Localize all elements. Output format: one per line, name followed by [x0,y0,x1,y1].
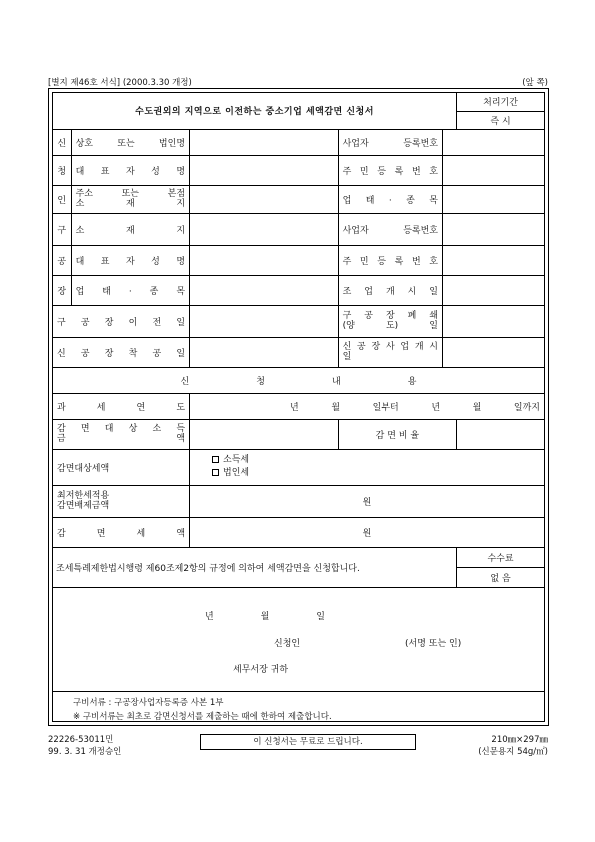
income-amount-label [53,419,190,449]
processing-period-label: 처리기간 [457,93,544,111]
new-open-field[interactable] [443,337,545,367]
old-factory-side-1: 구 [53,213,71,245]
fee-label: 수수료 [457,547,544,567]
paper-type: (신문용지 54g/㎡) [478,747,548,757]
business-type2-field[interactable] [190,275,339,305]
move-date-field[interactable] [190,305,339,337]
ratio-label: 감 면 비 율 [338,419,456,449]
form-title: 수도권외의 지역으로 이전하는 중소기업 세액감면 신청서 [53,93,457,129]
address-label-line2: 소 재 지 [75,199,186,209]
biz-reg-no-field[interactable] [443,129,545,155]
date-year: 년 [205,612,214,622]
move-date-label: 구 공 장 이 전 일 [53,305,190,337]
new-open-label-line2: 일 [342,352,352,362]
closure-date-label-line1: 구 공 장 폐 쇄 [342,311,438,321]
approval-date: 99. 3. 31 개정승인 [48,747,122,757]
address-label [71,185,189,213]
form-footer [48,734,548,764]
form-code: 22226-53011민 [48,735,114,745]
paper-size: 210㎜×297㎜ [491,735,548,745]
tax-items-field [190,449,544,485]
tax-items-label: 감면대상세액 [53,449,190,485]
closure-date-label [338,305,442,337]
tax-year-to-year: 년 [431,402,441,413]
tax-year-to-day: 일까지 [513,402,540,413]
resident-no-label: 주 민 등 록 번 호 [338,155,442,185]
section-title [53,367,544,393]
opening-date-label: 조 업 개 시 일 [338,275,442,305]
application-table [53,93,544,588]
biz-reg-no-label: 사업자 등록번호 [338,129,442,155]
biz-reg-no2-label: 사업자 등록번호 [338,213,442,245]
income-amount-field[interactable] [190,419,339,449]
footer-right [478,734,548,758]
tax-year-field[interactable] [190,393,544,419]
reduction-amount-field[interactable] [190,517,544,547]
biz-reg-no2-field[interactable] [443,213,545,245]
income-tax-label: 소득세 [223,455,250,465]
form-number: [별지 제46호 서식] (2000.3.30 개정) [48,78,192,88]
fee-value: 없 음 [457,567,544,587]
attachment-section [53,691,544,724]
new-open-label-line1: 신 공 장 사 업 개 시 [342,342,438,352]
business-type2-label: 업 태 · 종 목 [71,275,189,305]
section-title-text: 신 청 내 용 [180,376,417,387]
location-label: 소 재 지 [71,213,189,245]
attachment-note: ※ 구비서류는 최초로 감면신청서를 제출하는 때에 한하여 제출합니다. [73,712,332,722]
address-field[interactable] [190,185,339,213]
date-day: 일 [316,612,325,622]
representative2-field[interactable] [190,245,339,275]
signature-label[interactable]: (서명 또는 인) [405,639,462,649]
minimum-tax-label [53,485,190,517]
form-header [48,76,548,88]
resident-no2-field[interactable] [443,245,545,275]
income-amount-label-line1: 감 면 대 상 소 득 [57,424,186,434]
minimum-tax-label-line1: 최저한세적용 [57,491,110,501]
corp-tax-label: 법인세 [223,468,250,478]
closure-date-field[interactable] [443,305,545,337]
business-type-field[interactable] [443,185,545,213]
representative-field[interactable] [190,155,339,185]
page-side: (앞 쪽) [522,78,548,88]
applicant-label: 신청인 [274,639,301,649]
business-type-label: 업 태 · 종 목 [338,185,442,213]
new-start-label: 신 공 장 착 공 일 [53,337,190,367]
income-tax-checkbox[interactable] [212,456,219,463]
old-factory-side-2: 공 [53,245,71,275]
representative-label: 대 표 자 성 명 [71,155,189,185]
minimum-tax-unit: 원 [362,497,372,508]
new-start-field[interactable] [190,337,339,367]
new-open-label [338,337,442,367]
trade-name-field[interactable] [190,129,339,155]
tax-year-from-month: 월 [331,402,341,413]
statement: 조세특례제한법시행령 제60조제2항의 규정에 의하여 세액감면을 신청합니다. [53,547,457,587]
reduction-amount-unit: 원 [362,528,372,539]
trade-name-label: 상호 또는 법인명 [71,129,189,155]
ratio-field[interactable] [457,419,544,449]
address-label-line1: 주소 또는 본점 [75,189,186,199]
tax-year-from-day: 일부터 [372,402,399,413]
date-month: 월 [260,612,270,622]
footer-left [48,734,121,758]
tax-year-to-month: 월 [472,402,482,413]
minimum-tax-field[interactable] [190,485,544,517]
corp-tax-option[interactable] [212,467,540,480]
closure-date-label-line2: (양 도) 일 [342,321,438,331]
applicant-side-1: 신 [53,129,71,155]
corp-tax-checkbox[interactable] [212,469,219,476]
applicant-side-2: 청 [53,155,71,185]
tax-year-from-year: 년 [290,402,299,413]
application-date[interactable] [205,609,325,622]
opening-date-field[interactable] [443,275,545,305]
income-tax-option[interactable] [212,454,540,467]
attachment-text: 구비서류 : 구공장사업자등록증 사본 1부 [73,698,224,708]
representative2-label: 대 표 자 성 명 [71,245,189,275]
minimum-tax-label-line2: 감면배제금액 [57,501,110,511]
income-amount-label-line2: 금 액 [57,434,186,444]
resident-no-field[interactable] [443,155,545,185]
old-factory-side-3: 장 [53,275,71,305]
resident-no2-label: 주 민 등 록 번 호 [338,245,442,275]
form-frame [48,88,549,726]
tax-year-label: 과 세 연 도 [53,393,190,419]
location-field[interactable] [190,213,339,245]
addressee: 세무서장 귀하 [233,665,289,675]
processing-period-value: 즉 시 [457,111,544,129]
form-body [52,92,545,722]
free-notice: 이 신청서는 무료로 드립니다. [200,734,416,750]
reduction-amount-label: 감 면 세 액 [53,517,190,547]
applicant-side-3: 인 [53,185,71,213]
